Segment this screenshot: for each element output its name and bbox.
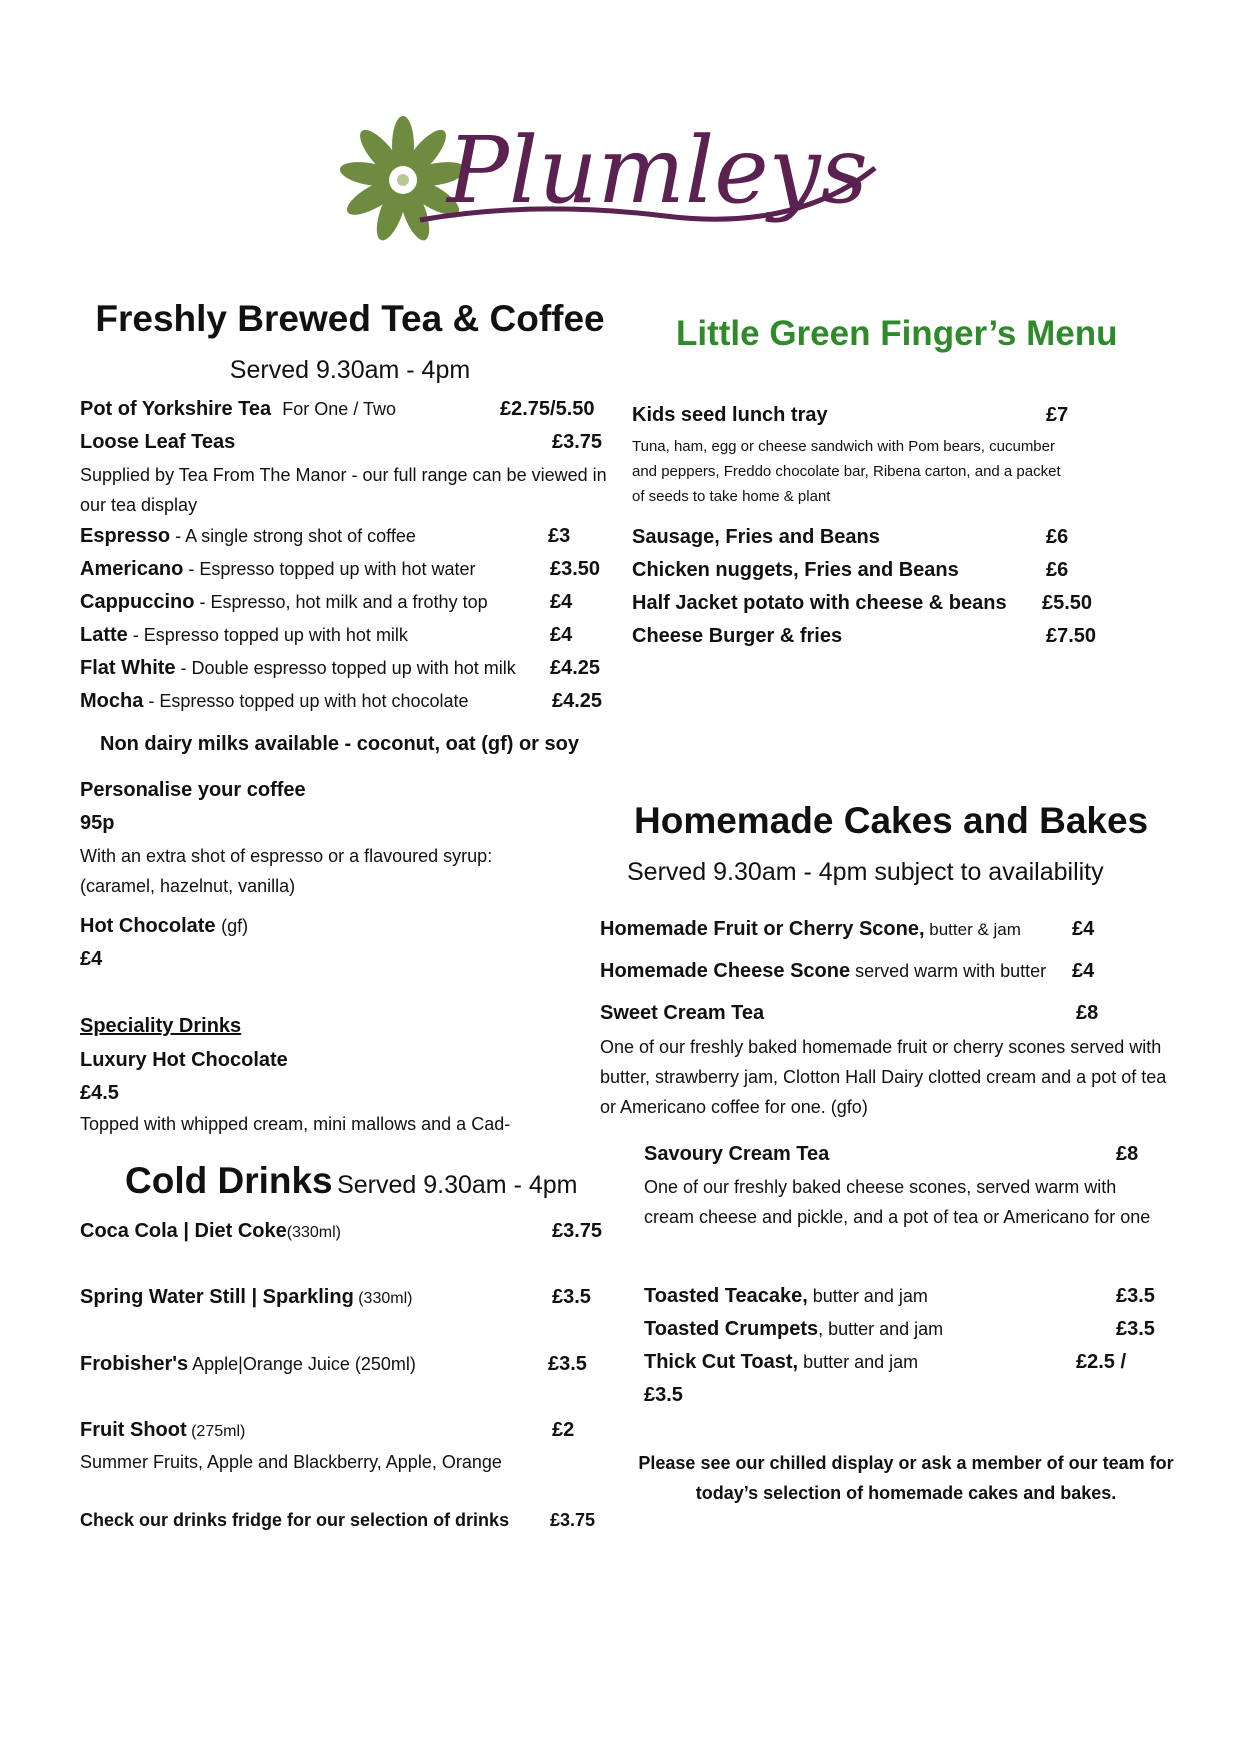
price-mocha: £4.25 (552, 690, 603, 712)
price-savoury-cream-tea: £8 (1116, 1143, 1139, 1165)
menu-item-thick-cut-toast: Thick Cut Toast, butter and jam (644, 1351, 919, 1373)
plumleys-logo (335, 108, 895, 258)
menu-item-latte: Latte - Espresso topped up with hot milk (80, 624, 408, 646)
menu-item-cappuccino: Cappuccino - Espresso, hot milk and a frothy top (80, 591, 488, 613)
kids-title: Little Green Finger’s Menu (676, 314, 1118, 353)
menu-item-luxury-hot-chocolate: Luxury Hot Chocolate (80, 1049, 288, 1071)
price-latte: £4 (550, 624, 573, 646)
cakes-footer-note: Please see our chilled display or ask a member of our team for today’s selection of homemade cakes and bakes. (638, 1453, 1174, 1503)
fridge-price: £3.75 (550, 1510, 596, 1530)
menu-item-hot-chocolate: Hot Chocolate (gf) (80, 915, 249, 937)
menu-item-chicken-nuggets: Chicken nuggets, Fries and Beans (632, 559, 959, 581)
cakes-title: Homemade Cakes and Bakes (634, 800, 1149, 841)
menu-item-fruit-shoot: Fruit Shoot (275ml) (80, 1419, 246, 1441)
price-sausage-fries: £6 (1046, 526, 1069, 548)
menu-item-loose-leaf: Loose Leaf Teas (80, 431, 236, 453)
menu-item-savoury-cream-tea: Savoury Cream Tea (644, 1143, 830, 1165)
price-jacket-potato: £5.50 (1042, 592, 1093, 614)
menu-item-fruit-scone: Homemade Fruit or Cherry Scone, butter & jam (600, 918, 1021, 940)
personalise-desc: With an extra shot of espresso or a flavoured syrup: (caramel, hazelnut, vanilla) (80, 846, 493, 896)
price-sweet-cream-tea: £8 (1076, 1002, 1099, 1024)
loose-leaf-note: Supplied by Tea From The Manor - our full range can be viewed in our tea display (80, 465, 607, 515)
price-kids-tray: £7 (1046, 404, 1069, 426)
cakes-served: Served 9.30am - 4pm subject to availability (627, 858, 1104, 886)
price-fruit-scone: £4 (1072, 918, 1095, 940)
menu-item-coca-cola: Coca Cola | Diet Coke(330ml) (80, 1220, 341, 1242)
price-thick-cut-toast-2: £3.5 (644, 1384, 683, 1406)
logo-graphic (335, 108, 895, 258)
kids-tray-desc: Tuna, ham, egg or cheese sandwich with Pom bears, cucumber and peppers, Freddo chocolate bar, Ribena carton, and a packet of seeds to take home & plant (632, 438, 1061, 505)
menu-item-sausage-fries: Sausage, Fries and Beans (632, 526, 880, 548)
menu-item-cheese-scone: Homemade Cheese Scone served warm with butter (600, 960, 1047, 982)
price-americano: £3.50 (550, 558, 601, 580)
sweet-cream-tea-desc: One of our freshly baked homemade fruit or cherry scones served with butter, strawberry jam, Clotton Hall Dairy clotted cream and a pot of tea or Americano coffee for one. (gfo) (600, 1037, 1167, 1117)
price-cheese-burger: £7.50 (1046, 625, 1097, 647)
price-espresso: £3 (548, 525, 571, 547)
price-toasted-crumpets: £3.5 (1116, 1318, 1155, 1340)
menu-item-toasted-teacake: Toasted Teacake, butter and jam (644, 1285, 928, 1307)
price-toasted-teacake: £3.5 (1116, 1285, 1155, 1307)
menu-item-sweet-cream-tea: Sweet Cream Tea (600, 1002, 765, 1024)
menu-item-mocha: Mocha - Espresso topped up with hot chocolate (80, 690, 469, 712)
price-spring-water: £3.5 (552, 1286, 591, 1308)
hot-chocolate-price: £4 (80, 948, 103, 970)
price-thick-cut-toast: £2.5 / (1076, 1351, 1127, 1373)
price-fruit-shoot: £2 (552, 1419, 575, 1441)
price-yorkshire-tea: £2.75/5.50 (500, 398, 595, 420)
cold-drinks-heading (125, 1160, 578, 1202)
price-loose-leaf: £3.75 (552, 431, 603, 453)
menu-item-yorkshire-tea: Pot of Yorkshire Tea For One / Two (80, 398, 397, 420)
cold-served: Served 9.30am - 4pm (337, 1171, 578, 1199)
price-cappuccino: £4 (550, 591, 573, 613)
savoury-cream-tea-desc: One of our freshly baked cheese scones, served warm with cream cheese and pickle, and a pot of tea or Americano for one (644, 1177, 1151, 1227)
menu-item-frobishers: Frobisher's Apple|Orange Juice (250ml) (80, 1353, 416, 1375)
luxury-hot-chocolate-desc: Topped with whipped cream, mini mallows and a Cad- (80, 1114, 511, 1134)
price-frobishers: £3.5 (548, 1353, 587, 1375)
cold-title: Cold Drinks (125, 1160, 333, 1201)
svg-text:Plumleys: Plumleys (447, 117, 868, 224)
menu-item-toasted-crumpets: Toasted Crumpets, butter and jam (644, 1318, 944, 1340)
menu-item-kids-tray: Kids seed lunch tray (632, 404, 828, 426)
fruit-shoot-flavours: Summer Fruits, Apple and Blackberry, Apple, Orange (80, 1452, 502, 1472)
price-cheese-scone: £4 (1072, 960, 1095, 982)
menu-item-jacket-potato: Half Jacket potato with cheese & beans (632, 592, 1007, 614)
price-coca-cola: £3.75 (552, 1220, 603, 1242)
speciality-title: Speciality Drinks (80, 1015, 242, 1037)
luxury-hot-chocolate-price: £4.5 (80, 1082, 119, 1104)
non-dairy-note: Non dairy milks available - coconut, oat (gf) or soy (100, 733, 579, 755)
fridge-note: Check our drinks fridge for our selection of drinks (80, 1510, 510, 1530)
menu-item-espresso: Espresso - A single strong shot of coffee (80, 525, 416, 547)
personalise-title: Personalise your coffee (80, 779, 306, 801)
tea-title: Freshly Brewed Tea & Coffee (95, 298, 605, 339)
personalise-price: 95p (80, 812, 115, 834)
price-chicken-nuggets: £6 (1046, 559, 1069, 581)
price-flat-white: £4.25 (550, 657, 601, 679)
menu-item-americano: Americano - Espresso topped up with hot water (80, 558, 476, 580)
menu-item-cheese-burger: Cheese Burger & fries (632, 625, 843, 647)
menu-item-flat-white: Flat White - Double espresso topped up with hot milk (80, 657, 516, 679)
menu-item-spring-water: Spring Water Still | Sparkling (330ml) (80, 1286, 413, 1308)
tea-served: Served 9.30am - 4pm (229, 356, 471, 384)
